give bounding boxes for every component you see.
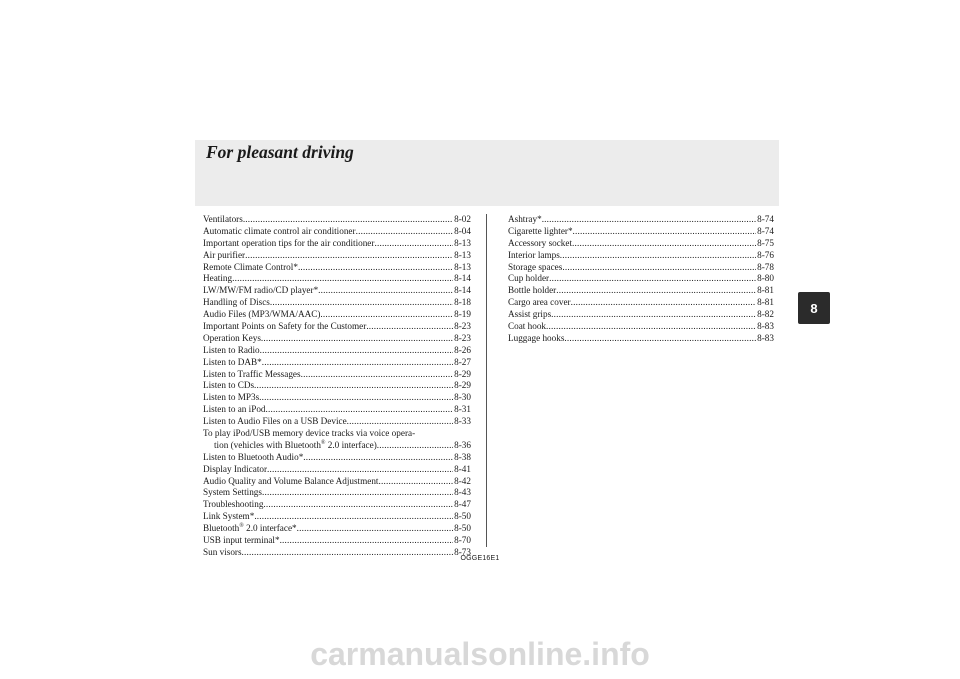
- toc-entry-page: 8-14: [454, 273, 471, 284]
- toc-entry-label: Listen to Radio: [203, 344, 260, 355]
- toc-entry-page: 8-82: [757, 309, 774, 320]
- toc-entry-label: Ashtray*: [508, 214, 542, 224]
- dot-leader: [254, 511, 453, 523]
- toc-entry-label: Automatic climate control air conditioner: [203, 225, 356, 236]
- toc-entry[interactable]: [203, 404, 471, 416]
- toc-entry-label: Audio Files (MP3/WMA/AAC): [203, 309, 321, 320]
- dot-leader: [347, 416, 453, 428]
- toc-entry[interactable]: [508, 226, 774, 238]
- toc-entry-page: 8-13: [454, 237, 471, 248]
- dot-leader: [542, 214, 756, 226]
- toc-entry[interactable]: [203, 357, 471, 369]
- toc-entry-label: To play iPod/USB memory device tracks via voice opera-: [203, 428, 416, 439]
- toc-entry-label: Audio Quality and Volume Balance Adjustment: [203, 475, 379, 486]
- toc-entry-page: 8-18: [454, 297, 471, 308]
- toc-entry[interactable]: [203, 345, 471, 357]
- toc-entry-page: 8-74: [757, 225, 774, 236]
- toc-entry-label: Important operation tips for the air conditioner: [203, 237, 375, 248]
- toc-entry-page: 8-30: [454, 392, 471, 403]
- toc-right-column: [508, 214, 774, 345]
- toc-entry-page: 8-47: [454, 499, 471, 510]
- toc-entry[interactable]: [203, 273, 471, 285]
- toc-entry[interactable]: [508, 214, 774, 226]
- dot-leader: [356, 226, 454, 238]
- toc-entry[interactable]: [203, 380, 471, 392]
- toc-entry[interactable]: [508, 262, 774, 274]
- toc-entry[interactable]: [203, 511, 471, 523]
- chapter-title: For pleasant driving: [206, 142, 354, 162]
- toc-entry-page: 8-76: [757, 249, 774, 260]
- toc-entry[interactable]: [203, 321, 471, 333]
- toc-entry-label: Interior lamps: [508, 249, 560, 260]
- toc-entry[interactable]: [508, 250, 774, 262]
- toc-entry-page: 8-83: [757, 332, 774, 343]
- toc-entry-page: 8-31: [454, 404, 471, 415]
- toc-entry-label: System Settings: [203, 487, 262, 498]
- dot-leader: [378, 476, 453, 488]
- toc-entry[interactable]: [203, 333, 471, 345]
- toc-entry-page: 8-33: [454, 416, 471, 427]
- toc-entry[interactable]: [508, 238, 774, 250]
- toc-entry-page: 8-75: [757, 237, 774, 248]
- dot-leader: [320, 309, 453, 321]
- toc-entry-page: 8-04: [454, 225, 471, 236]
- toc-entry[interactable]: [203, 428, 471, 440]
- toc-entry-label: tion (vehicles with Bluetooth® 2.0 interface): [214, 439, 377, 450]
- toc-entry-page: 8-27: [454, 356, 471, 367]
- toc-entry[interactable]: [508, 321, 774, 333]
- toc-entry[interactable]: [203, 392, 471, 404]
- toc-entry[interactable]: [203, 464, 471, 476]
- dot-leader: [377, 440, 453, 452]
- toc-entry[interactable]: [203, 416, 471, 428]
- toc-entry-page: 8-41: [454, 463, 471, 474]
- toc-entry-label: Important Points on Safety for the Customer: [203, 321, 367, 332]
- toc-entry-page: 8-50: [454, 511, 471, 522]
- toc-entry[interactable]: [508, 309, 774, 321]
- toc-entry-label: USB input terminal*: [203, 535, 280, 546]
- dot-leader: [267, 464, 453, 476]
- dot-leader: [318, 285, 453, 297]
- dot-leader: [259, 392, 453, 404]
- toc-entry-label: Coat hook: [508, 321, 547, 332]
- toc-entry[interactable]: [203, 487, 471, 499]
- toc-entry-label: Listen to Bluetooth Audio*: [203, 451, 304, 462]
- dot-leader: [254, 380, 453, 392]
- dot-leader: [551, 309, 756, 321]
- toc-entry[interactable]: [203, 452, 471, 464]
- dot-leader: [573, 226, 757, 238]
- toc-entry[interactable]: [203, 523, 471, 535]
- toc-entry-label: Listen to MP3s: [203, 392, 260, 403]
- dot-leader: [262, 357, 453, 369]
- toc-entry-page: 8-13: [454, 261, 471, 272]
- dot-leader: [549, 273, 756, 285]
- toc-entry-label: Bluetooth® 2.0 interface*: [203, 523, 297, 534]
- toc-entry-label: Heating: [203, 273, 233, 284]
- toc-entry-continuation[interactable]: [203, 440, 471, 452]
- toc-entry-page: 8-81: [757, 285, 774, 296]
- toc-entry-page: 8-78: [757, 261, 774, 272]
- dot-leader: [297, 523, 454, 535]
- dot-leader: [263, 499, 453, 511]
- toc-entry-label: Storage spaces: [508, 261, 563, 272]
- toc-entry-page: 8-81: [757, 297, 774, 308]
- toc-entry-label: Ventilators: [203, 214, 243, 224]
- dot-leader: [374, 238, 453, 250]
- toc-entry-page: 8-13: [454, 249, 471, 260]
- dot-leader: [232, 273, 453, 285]
- toc-entry-label: Sun visors: [203, 546, 242, 557]
- toc-entry-page: 8-23: [454, 321, 471, 332]
- footer-code: OGGE16E1: [460, 555, 500, 562]
- toc-entry-label: Handling of Discs: [203, 297, 270, 308]
- toc-entry[interactable]: [203, 297, 471, 309]
- toc-entry-label: Troubleshooting: [203, 499, 264, 510]
- dot-leader: [546, 321, 756, 333]
- dot-leader: [243, 214, 453, 226]
- toc-entry-page: 8-36: [454, 439, 471, 450]
- dot-leader: [571, 297, 757, 309]
- dot-leader: [572, 238, 756, 250]
- dot-leader: [270, 297, 453, 309]
- toc-entry-page: 8-42: [454, 475, 471, 486]
- toc-entry-label: Operation Keys: [203, 332, 261, 343]
- toc-entry-page: 8-73: [454, 546, 471, 557]
- toc-entry-label: Listen to CDs: [203, 380, 255, 391]
- toc-entry-label: Listen to Traffic Messages: [203, 368, 301, 379]
- dot-leader: [266, 404, 454, 416]
- dot-leader: [260, 345, 454, 357]
- toc-entry-page: 8-19: [454, 309, 471, 320]
- toc-entry-label: Listen to Audio Files on a USB Device: [203, 416, 347, 427]
- toc-entry-label: Accessory socket: [508, 237, 573, 248]
- toc-entry-label: LW/MW/FM radio/CD player*: [203, 285, 319, 296]
- toc-entry-label: Assist grips: [508, 309, 552, 320]
- toc-entry-label: Display Indicator: [203, 463, 268, 474]
- toc-entry-label: Cup holder: [508, 273, 550, 284]
- toc-entry[interactable]: [203, 285, 471, 297]
- toc-left-column: [203, 214, 471, 559]
- dot-leader: [564, 333, 756, 345]
- toc-entry-label: Listen to DAB*: [203, 356, 262, 367]
- dot-leader: [301, 369, 454, 381]
- toc-entry[interactable]: [203, 226, 471, 238]
- toc-entry-label: Cigarette lighter*: [508, 225, 573, 236]
- toc-entry[interactable]: [203, 309, 471, 321]
- dot-leader: [562, 262, 756, 274]
- toc-entry-page: 8-80: [757, 273, 774, 284]
- toc-entry-page: 8-50: [454, 523, 471, 534]
- toc-entry[interactable]: [203, 369, 471, 381]
- toc-entry[interactable]: [203, 262, 471, 274]
- toc-entry-label: Listen to an iPod: [203, 404, 266, 415]
- toc-entry-label: Luggage hooks: [508, 332, 565, 343]
- toc-entry-label: Air purifier: [203, 249, 246, 260]
- toc-entry-page: 8-23: [454, 332, 471, 343]
- dot-leader: [280, 535, 454, 547]
- toc-entry-page: 8-29: [454, 368, 471, 379]
- toc-entry[interactable]: [508, 285, 774, 297]
- toc-entry-page: 8-02: [454, 214, 471, 224]
- dot-leader: [556, 285, 756, 297]
- toc-entry[interactable]: [203, 250, 471, 262]
- dot-leader: [303, 452, 453, 464]
- toc-entry[interactable]: [203, 476, 471, 488]
- chapter-tab[interactable]: 8: [798, 292, 830, 324]
- dot-leader: [298, 262, 453, 274]
- dot-leader: [262, 487, 453, 499]
- toc-entry-label: Link System*: [203, 511, 255, 522]
- dot-leader: [560, 250, 756, 262]
- toc-entry[interactable]: [508, 333, 774, 345]
- toc-entry-page: 8-43: [454, 487, 471, 498]
- toc-entry-page: 8-83: [757, 321, 774, 332]
- toc-entry-page: 8-74: [757, 214, 774, 224]
- column-divider: [486, 214, 487, 547]
- toc-entry-page: 8-14: [454, 285, 471, 296]
- toc-entry-label: Bottle holder: [508, 285, 557, 296]
- toc-entry-page: 8-29: [454, 380, 471, 391]
- toc-entry-page: 8-26: [454, 344, 471, 355]
- chapter-header: [195, 140, 779, 206]
- toc-entry-label: Cargo area cover: [508, 297, 571, 308]
- toc-entry[interactable]: [203, 535, 471, 547]
- toc-entry-page: 8-70: [454, 535, 471, 546]
- dot-leader: [366, 321, 453, 333]
- toc-entry[interactable]: [203, 214, 471, 226]
- toc-entry-label: Remote Climate Control*: [203, 261, 298, 272]
- watermark: carmanualsonline.info: [310, 636, 650, 672]
- dot-leader: [261, 333, 453, 345]
- toc-entry[interactable]: [203, 499, 471, 511]
- toc-entry[interactable]: [508, 273, 774, 285]
- toc-entry[interactable]: [203, 238, 471, 250]
- toc-entry-page: 8-38: [454, 451, 471, 462]
- dot-leader: [245, 250, 453, 262]
- toc-entry[interactable]: [508, 297, 774, 309]
